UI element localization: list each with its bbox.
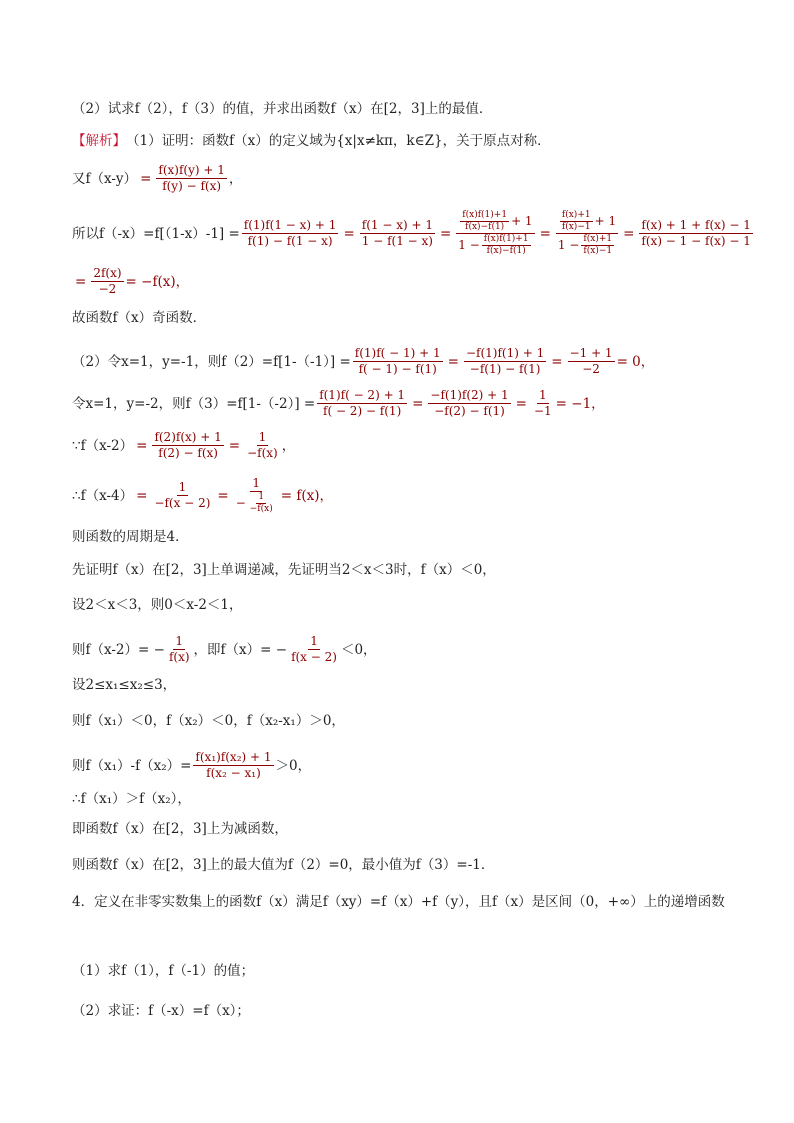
numerator: f(1)f( − 2) + 1 xyxy=(319,388,406,402)
formula-line-6: ∵f（x-2） = $\frac{f(2)f(x) + 1}{f(2) - f(x)}$ = $\frac{1}{-f(x)}$ ， xyxy=(72,430,296,460)
denominator: −f(x − 2) xyxy=(154,496,211,510)
text-line xyxy=(72,561,734,579)
text: = −1， xyxy=(555,395,605,412)
text: 设2≤x₁≤x₂≤3， xyxy=(72,677,177,693)
text: 令x=1，y=-2，则f（3）=f[1-（-2）] = xyxy=(72,395,316,412)
text: 则函数f（x）在[2，3]上的最大值为f（2）=0，最小值为f（3）=-1． xyxy=(72,857,495,873)
text: ， xyxy=(228,170,243,187)
formula-line-4: （2）令x=1，y=-1，则f（2）=f[1-（-1）] = $\frac{f(1)f( - 1) + 1}{f( - 1) - f(1)}$ = $\frac{-f(1)f(1) + 1}{-f(1) - f(1)}$ = $\frac{-1 + 1}{-2}$ = 0， xyxy=(72,346,655,376)
denominator: f(x)−f(1) xyxy=(465,222,505,232)
text: 1 − xyxy=(557,238,580,252)
denominator xyxy=(234,492,279,515)
text: （2）试求f（2），f（3）的值，并求出函数f（x）在[2，3]上的最值． xyxy=(72,101,493,117)
denominator: f(2) − f(x) xyxy=(158,446,218,460)
text: = 0， xyxy=(616,353,655,370)
numerator: f(x)f(1)+1 xyxy=(462,210,508,220)
text: （2）令x=1，y=-1，则f（2）=f[1-（-1）] = xyxy=(72,353,351,370)
formula-line-7: ∴f（x-4） = $\frac{1}{-f(x - 2)}$ = 1 − $\frac{1}{-f(x)}$ = f(x)， xyxy=(72,476,333,514)
denominator: −2 xyxy=(582,362,600,376)
numerator: f(x₁)f(x₂) + 1 xyxy=(195,750,272,764)
compound-fraction xyxy=(234,476,279,515)
text-line xyxy=(72,676,734,694)
denominator: −f(x) xyxy=(249,504,273,514)
denominator: f( − 1) − f(1) xyxy=(358,362,437,376)
numerator: −f(1)f(1) + 1 xyxy=(465,346,545,360)
denominator: f( − 2) − f(1) xyxy=(323,404,402,418)
analysis-line xyxy=(72,132,734,150)
numerator: 2f(x) xyxy=(93,266,122,280)
formula-line-8 xyxy=(72,634,734,665)
numerator: f(x)+1 xyxy=(561,210,591,220)
numerator: 1 xyxy=(252,476,261,490)
text: = −f(x)， xyxy=(125,273,190,290)
numerator: f(x)+1 xyxy=(583,234,613,244)
text-line xyxy=(72,790,734,808)
denominator: f(y) − f(x) xyxy=(162,179,222,193)
text: ∴f（x₁）＞f（x₂）， xyxy=(72,791,191,807)
numerator: f(x)f(1)+1 xyxy=(483,234,529,244)
text: 1 − xyxy=(458,238,480,252)
denominator: f(1) − f(1 − x) xyxy=(247,234,333,248)
text: 则函数的周期是4． xyxy=(72,529,189,545)
text: （2）求证：f（-x）=f（x）； xyxy=(72,1003,250,1019)
numerator: −f(1)f(2) + 1 xyxy=(430,388,509,402)
text: ＞0， xyxy=(275,757,312,774)
fraction xyxy=(91,266,123,297)
numerator: f(1)f(1 − x) + 1 xyxy=(243,218,337,232)
numerator: 1 xyxy=(178,480,187,494)
text: 先证明f（x）在[2，3]上单调递减，先证明当2＜x＜3时，f（x）＜0， xyxy=(72,562,496,578)
fraction xyxy=(289,634,339,665)
text: + 1 xyxy=(511,214,533,228)
fraction xyxy=(152,480,212,511)
fraction xyxy=(193,750,273,781)
numerator xyxy=(456,210,534,234)
text-line xyxy=(72,596,734,614)
formula-line-3: = $\frac{2f(x)}{-2}$ = −f(x)， xyxy=(75,266,190,296)
text: 又f（x-y） xyxy=(72,170,138,187)
question-part-2 xyxy=(72,100,734,118)
denominator: f(x) xyxy=(168,650,190,664)
fraction xyxy=(156,163,226,194)
text: ，即f（x）= − xyxy=(193,641,288,658)
numerator: 1 xyxy=(539,388,547,402)
fraction xyxy=(242,218,339,249)
denominator: f(x − 2) xyxy=(291,650,337,664)
text: 设2＜x＜3，则0＜x-2＜1， xyxy=(72,597,243,613)
text-line xyxy=(72,856,734,874)
fraction xyxy=(360,218,435,249)
numerator: f(1 − x) + 1 xyxy=(361,218,433,232)
text-line xyxy=(72,528,734,546)
numerator: f(1)f( − 1) + 1 xyxy=(354,346,441,360)
text: 则f（x-2）= − xyxy=(72,641,165,658)
numerator: f(2)f(x) + 1 xyxy=(154,430,222,444)
text: 即函数f（x）在[2，3]上为减函数， xyxy=(72,821,288,837)
text: 4．定义在非零实数集上的函数f（x）满足f（xy）=f（x）+f（y），且f（x）是区间（0，+∞）上的递增函数 xyxy=(72,894,725,910)
text: ， xyxy=(281,437,296,454)
formula-line-2: 所以f（-x）=f[（1-x）-1] = $\frac{f(1)f(1 - x) + 1}{f(1) - f(1 - x)}$ = $\frac{f(1 - x) + 1}{1 - f(1 - x)}$ = $\frac{f(x)f(1)+1}{f(x)-f(1)}$ + 1 1 − $\frac{f(x)f(1)+1}{f(x)-f(1)}$ = $\frac{f(x)+1}{f(x)-1}$ + 1 1 − $\frac{f(x)+1}{f(x)-1}$ = $\frac{f(x) + 1 + f(x) - 1}{f(x) - 1 - f(x) - 1}$ xyxy=(72,210,751,256)
text: ∵f（x-2） xyxy=(72,437,134,454)
question-4 xyxy=(72,889,734,915)
denominator: −f(2) − f(1) xyxy=(434,404,505,418)
compound-fraction xyxy=(456,210,534,257)
fraction xyxy=(532,388,554,419)
denominator: f(x)−1 xyxy=(583,246,613,256)
fraction xyxy=(353,346,443,377)
denominator: −f(1) − f(1) xyxy=(469,362,541,376)
numerator: f(x)f(y) + 1 xyxy=(158,163,225,177)
text: = f(x)， xyxy=(280,487,333,504)
compound-fraction xyxy=(556,210,618,257)
fraction xyxy=(464,346,546,377)
text: ∴f（x-4） xyxy=(72,487,134,504)
text: 所以f（-x）=f[（1-x）-1] = xyxy=(72,225,240,242)
fraction xyxy=(317,388,407,419)
fraction xyxy=(639,218,752,249)
question-4-part-1 xyxy=(72,962,734,980)
denominator: f(x) − 1 − f(x) − 1 xyxy=(641,234,751,248)
text-line xyxy=(72,712,734,730)
denominator: f(x)−f(1) xyxy=(486,246,526,256)
text-line xyxy=(72,309,734,327)
text: 则f（x₁）-f（x₂）= xyxy=(72,757,192,774)
denominator: 1 − f(1 − x) xyxy=(361,234,433,248)
denominator: −f(x) xyxy=(247,446,278,460)
numerator: f(x) + 1 + f(x) − 1 xyxy=(641,218,751,232)
denominator: f(x)−1 xyxy=(561,222,591,232)
numerator: 1 xyxy=(258,492,265,502)
denominator xyxy=(456,234,534,257)
fraction xyxy=(245,430,280,461)
text: 则f（x₁）＜0，f（x₂）＜0，f（x₂-x₁）＞0， xyxy=(72,713,345,729)
analysis-text: （1）证明：函数f（x）的定义域为{x|x≠kπ，k∈Z}，关于原点对称． xyxy=(126,133,551,149)
text: （1）求f（1），f（-1）的值； xyxy=(72,963,255,979)
numerator: 1 xyxy=(310,634,318,648)
numerator xyxy=(556,210,618,234)
text: + 1 xyxy=(594,214,617,228)
text: 故函数f（x）奇函数． xyxy=(72,310,207,326)
denominator: f(x₂ − x₁) xyxy=(206,766,261,780)
fraction xyxy=(428,388,510,419)
text-line xyxy=(72,820,734,838)
numerator: −1 + 1 xyxy=(569,346,613,360)
formula-line-5: 令x=1，y=-2，则f（3）=f[1-（-2）] = $\frac{f(1)f( - 2) + 1}{f( - 2) - f(1)}$ = $\frac{-f(1)f(2) + 1}{-f(2) - f(1)}$ = $\frac{1}{-1}$ = −1， xyxy=(72,388,605,418)
analysis-label: 【解析】 xyxy=(72,133,126,149)
question-4-part-2 xyxy=(72,1002,734,1020)
text: ＜0， xyxy=(340,641,377,658)
numerator: 1 xyxy=(258,430,267,444)
denominator: −2 xyxy=(98,282,117,296)
fraction xyxy=(167,634,192,665)
formula-line-9 xyxy=(72,750,734,781)
denominator xyxy=(556,234,618,257)
formula-line-1: 又f（x-y） = $\frac{f(x)f(y) + 1}{f(y) - f(x)}$ ， xyxy=(72,163,243,193)
fraction xyxy=(152,430,223,461)
text: − xyxy=(235,496,246,510)
numerator: 1 xyxy=(175,634,184,648)
fraction xyxy=(568,346,615,377)
denominator: −1 xyxy=(533,404,552,418)
